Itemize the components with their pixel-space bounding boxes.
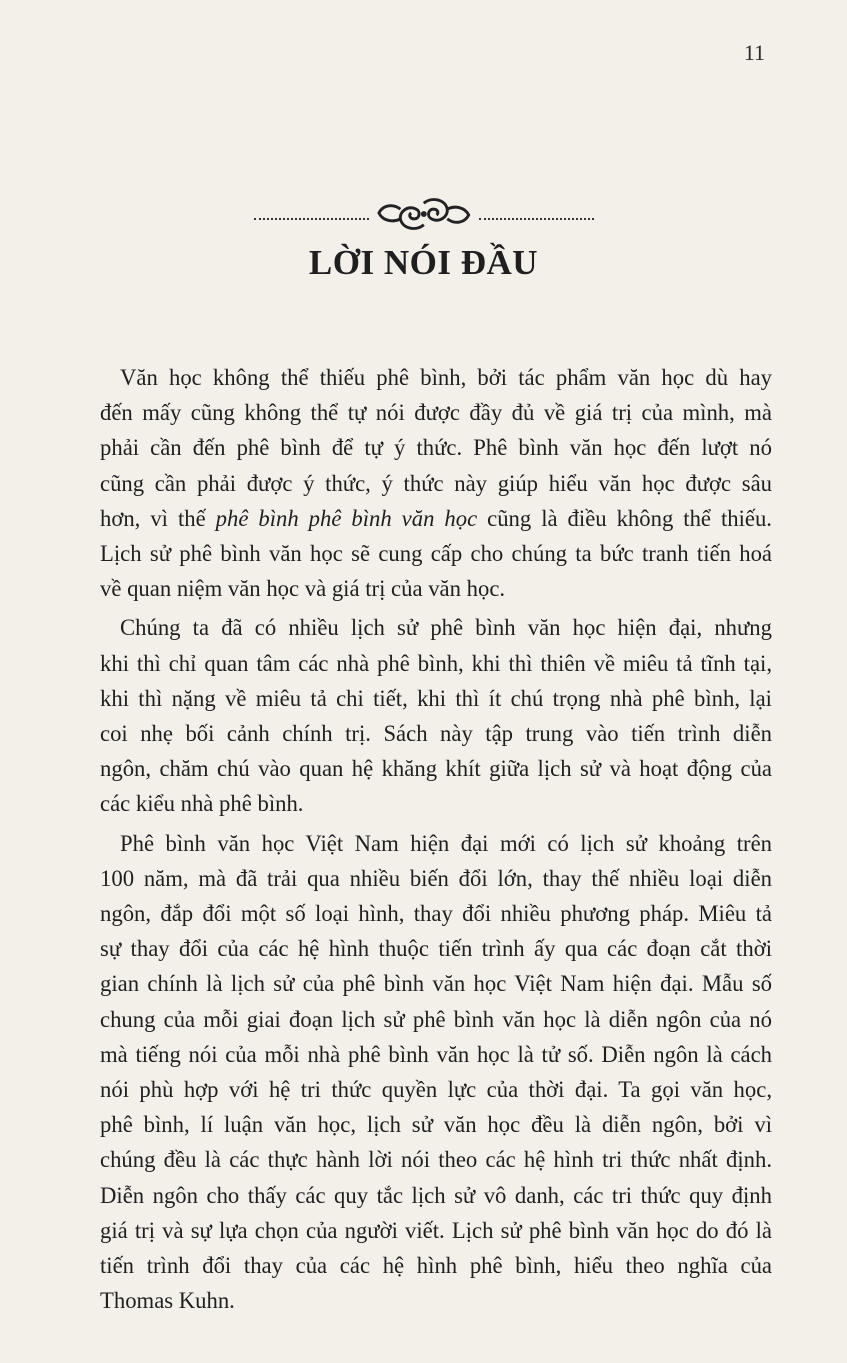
page-title: LỜI NÓI ĐẦU bbox=[308, 243, 539, 282]
text-line: về quan niệm văn học và giá trị của văn học. bbox=[100, 576, 506, 602]
dotted-rule-right bbox=[479, 218, 594, 220]
text-line: ngôn, đắp đổi một số loại hình, thay đổi nhiều phương pháp. Miêu tả bbox=[100, 901, 772, 927]
text-line: cũng cần phải được ý thức, ý thức này giúp hiểu văn học được sâu bbox=[100, 470, 772, 496]
text-segment: hơn, vì thế bbox=[100, 505, 216, 531]
text-line: phê bình, lí luận văn học, lịch sử văn học đều là diễn ngôn, bởi vì bbox=[100, 1112, 772, 1138]
text-line: Phê bình văn học Việt Nam hiện đại mới có lịch sử khoảng trên bbox=[120, 830, 772, 856]
text-line: các kiểu nhà phê bình. bbox=[100, 791, 304, 817]
text-line: coi nhẹ bối cảnh chính trị. Sách này tập trung vào tiến trình diễn bbox=[100, 721, 772, 747]
text-line: đến mấy cũng không thể tự nói được đầy đủ về giá trị của mình, mà bbox=[100, 400, 772, 426]
body-text bbox=[100, 360, 772, 1322]
text-line: 100 năm, mà đã trải qua nhiều biến đổi lớn, thay thế nhiều loại diễn bbox=[100, 865, 772, 891]
text-line-with-italic bbox=[100, 501, 772, 536]
text-line: nói phù hợp với hệ tri thức quyền lực của thời đại. Ta gọi văn học, bbox=[100, 1077, 772, 1103]
text-line: phải cần đến phê bình để tự ý thức. Phê bình văn học đến lượt nó bbox=[100, 435, 772, 461]
text-line: khi thì chỉ quan tâm các nhà phê bình, khi thì thiên về miêu tả tĩnh tại, bbox=[100, 650, 772, 676]
text-line: Thomas Kuhn. bbox=[100, 1288, 235, 1314]
text-line: chúng đều là các thực hành lời nói theo các hệ hình tri thức nhất định. bbox=[100, 1147, 772, 1173]
paragraph-1 bbox=[100, 360, 772, 606]
text-line: ngôn, chăm chú vào quan hệ khăng khít giữa lịch sử và hoạt động của bbox=[100, 756, 772, 782]
text-line: mà tiếng nói của mỗi nhà phê bình văn học là tử số. Diễn ngôn là cách bbox=[100, 1041, 772, 1067]
text-line: gian chính là lịch sử của phê bình văn học Việt Nam hiện đại. Mẫu số bbox=[100, 971, 772, 997]
paragraph-2 bbox=[100, 610, 772, 821]
text-line: Chúng ta đã có nhiều lịch sử phê bình văn học hiện đại, nhưng bbox=[120, 615, 772, 641]
title-ornament-row bbox=[254, 197, 594, 231]
paragraph-3 bbox=[100, 826, 772, 1319]
text-line: giá trị và sự lựa chọn của người viết. Lịch sử phê bình văn học do đó là bbox=[100, 1217, 772, 1243]
ornament-icon bbox=[375, 197, 473, 231]
text-line: Diễn ngôn cho thấy các quy tắc lịch sử vô danh, các tri thức quy định bbox=[100, 1182, 772, 1208]
text-line: tiến trình đổi thay của các hệ hình phê bình, hiểu theo nghĩa của bbox=[100, 1253, 772, 1279]
text-line: Văn học không thể thiếu phê bình, bởi tác phẩm văn học dù hay bbox=[120, 365, 772, 390]
italic-text-segment: phê bình phê bình văn học bbox=[215, 505, 478, 531]
text-segment: cũng là điều không thể thiếu. bbox=[477, 505, 772, 531]
dotted-rule-left bbox=[254, 218, 369, 220]
text-line: Lịch sử phê bình văn học sẽ cung cấp cho chúng ta bức tranh tiến hoá bbox=[100, 541, 772, 567]
text-line: sự thay đổi của các hệ hình thuộc tiến trình ấy qua các đoạn cắt thời bbox=[100, 936, 772, 962]
page-number: 11 bbox=[743, 40, 765, 65]
text-line: khi thì nặng về miêu tả chi tiết, khi thì ít chú trọng nhà phê bình, lại bbox=[100, 685, 772, 711]
text-line: chung của mỗi giai đoạn lịch sử phê bình văn học là diễn ngôn của nó bbox=[100, 1006, 772, 1032]
